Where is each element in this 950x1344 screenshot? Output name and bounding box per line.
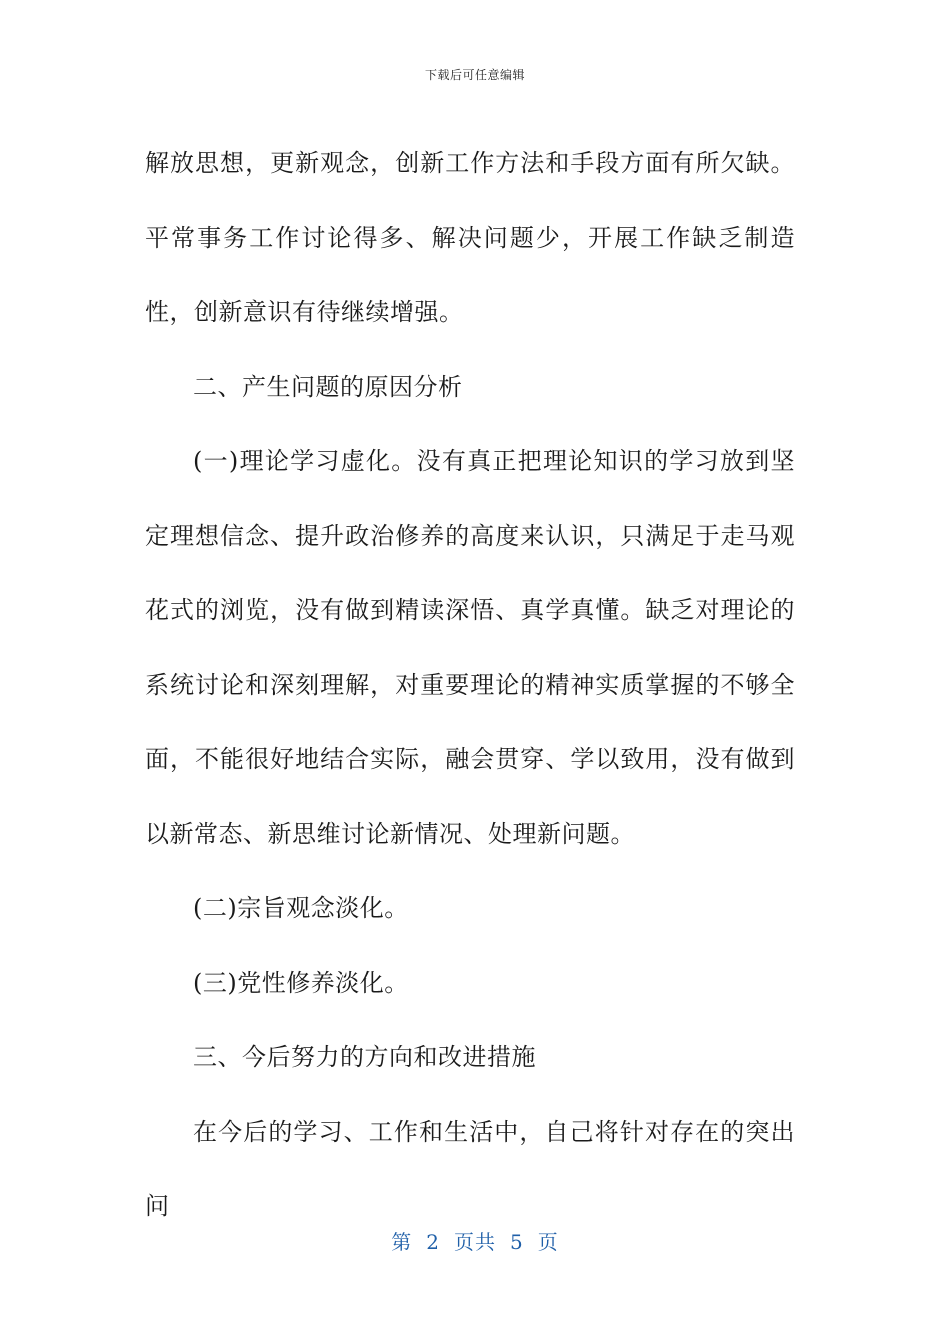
footer-total-pages: 5	[510, 1230, 524, 1254]
paragraph-theory-study: (一)理论学习虚化。没有真正把理论知识的学习放到坚定理想信念、提升政治修养的高度来认识，只满足于走马观花式的浏览，没有做到精读深悟、真学真懂。缺乏对理论的系统讨论和深刻理解，对重要理论的精神实质掌握的不够全面，不能很好地结合实际，融会贯穿、学以致用，没有做到以新常态、新思维讨论新情况、处理新问题。	[145, 447, 795, 848]
paragraph-purpose-concept: (二)宗旨观念淡化。	[193, 894, 409, 922]
paragraph-1: 解放思想，更新观念，创新工作方法和手段方面有所欠缺。平常事务工作讨论得多、解决问题少，开展工作缺乏制造性，创新意识有待继续增强。	[145, 149, 795, 326]
footer-middle: 页共	[454, 1230, 496, 1254]
paragraph-future-work: 在今后的学习、工作和生活中，自己将针对存在的突出问	[145, 1117, 795, 1220]
section-heading-causes: 二、产生问题的原因分析	[193, 372, 463, 401]
footer-page-number: 2	[426, 1230, 440, 1254]
paragraph-party-spirit: (三)党性修养淡化。	[193, 968, 409, 997]
section-heading-improvements: 三、今后努力的方向和改进措施	[193, 1043, 536, 1071]
footer-suffix: 页	[537, 1230, 559, 1254]
document-body	[145, 126, 795, 1244]
header-note: 下载后可任意编辑	[424, 68, 525, 82]
footer-prefix: 第	[391, 1230, 413, 1254]
page-footer	[0, 1226, 950, 1255]
